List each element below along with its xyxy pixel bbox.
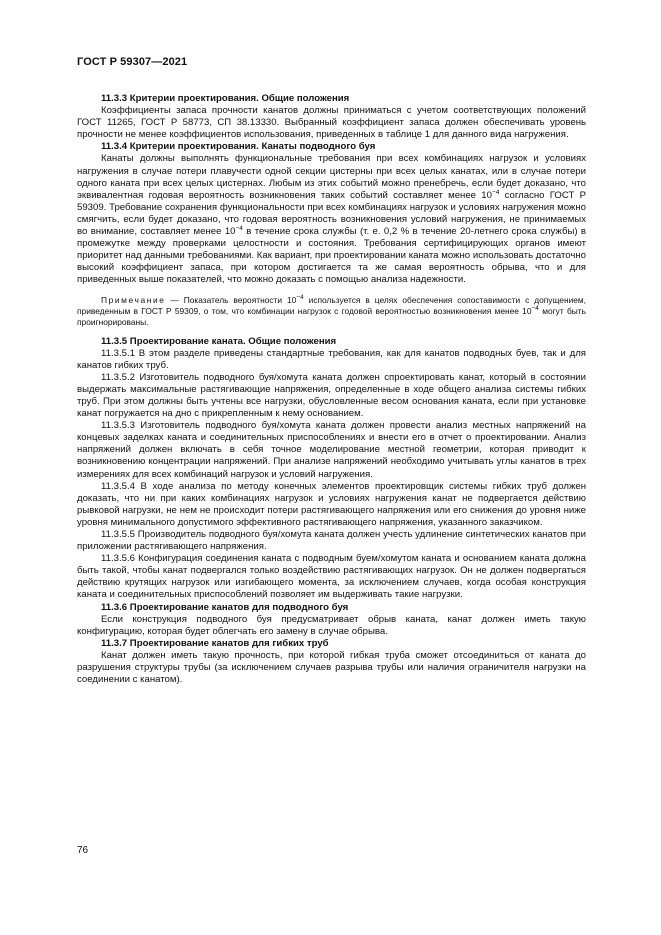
paragraph: 11.3.5.1 В этом разделе приведены стандартные требования, как для канатов подводных буев, так и для канатов гибких труб. (77, 347, 586, 371)
exponent: −4 (531, 304, 539, 312)
paragraph: 11.3.5.5 Производитель подводного буя/хомута каната должен учесть удлинение синтетических канатов при приложении растягивающего напряжения. (77, 529, 586, 553)
document-body (77, 93, 586, 686)
exponent: −4 (235, 225, 243, 233)
text-run: могут быть проигнорированы. (77, 305, 586, 327)
exponent: −4 (296, 293, 304, 301)
page-number: 76 (77, 845, 89, 856)
paragraph: 11.3.5.2 Изготовитель подводного буя/хомута каната должен спроектировать канат, который в состоянии выдержать максимальные растягивающие напряжения, определенные в ходе общего анализа системы гибких труб. При этом должны быть учтены все нагрузки, обусловленные весом основания каната, если при установке канат погружается на дно с прикрепленным к нему основанием. (77, 371, 586, 420)
paragraph: 11.3.5.3 Изготовитель подводного буя/хомута каната должен провести анализ местных напряжений на концевых заделках каната и соединительных приспособлениях и внести его в отчет о проектировании. Анализ напряжений должен включать в себя точное моделирование местной геометрии, которая приводит к возникновению концентрации напряжений. При анализе напряжений необходимо учитывать углы канатов в трех измерениях для всех комбинаций нагрузок и условий нагружения. (77, 420, 586, 480)
paragraph: Если конструкция подводного буя предусматривает обрыв каната, канат должен иметь такую конфигурацию, которая будет облегчать его замену в случае обрыва. (77, 613, 586, 637)
text-run: в течение срока службы (т. е. 0,2 % в течение 20-летнего срока службы) в промежутке между проверками целостности и состояния. Требования сертифицирующих органов имеют приоритет над данными требованиями. Как вариант, при проектировании каната можно использовать достаточно высокий коэффициент запаса, при котором достигается та же самая вероятность обрыва, что и для приведенных выше показателей, что можно доказать с помощью анализа надежности. (77, 226, 587, 286)
paragraph: 11.3.5.4 В ходе анализа по методу конечных элементов проектировщик системы гибких труб должен доказать, что ни при каких комбинациях нагрузок и условиях нагружения канат не подвергается действию рывковой нагрузки, не нем не происходит потери растягивающего напряжения или его снижения до уровня ниже уровня минимального допустимого эффективного растягивающего напряжения, указанного заказчиком. (77, 480, 586, 528)
section-heading-11-3-5: 11.3.5 Проектирование каната. Общие положения (101, 335, 337, 347)
section-heading-11-3-4: 11.3.4 Критерии проектирования. Канаты подводного буя (101, 141, 376, 153)
section-heading-11-3-7: 11.3.7 Проектирование канатов для гибких труб (101, 637, 329, 649)
text-run: Канаты должны выполнять функциональные требования при всех комбинациях нагрузок и условиях нагружения в случае потери плавучести одной секции цистерны при всех целых канатах, или в случае потери одного каната при всех целых цистернах. Любым из этих событий можно пренебречь, если будет доказано, что эквивалентная годовая вероятность возникновения таких событий составляет менее 10 (77, 153, 586, 201)
text-run: согласно ГОСТ Р 59309. Требование сохранения функциональности при всех комбинациях нагрузок и условиях нагружения можно смягчить, если будет доказано, что годовая вероятность возникновения условий нагружения, не принимаемых во внимание, составляет менее 10 (77, 189, 586, 238)
section-heading-11-3-6: 11.3.6 Проектирование канатов для подводного буя (101, 601, 349, 613)
note (77, 295, 586, 328)
note-label: Примечание (101, 294, 166, 305)
section-heading-11-3-3: 11.3.3 Критерии проектирования. Общие положения (101, 93, 350, 104)
text-run: используется в целях обеспечения сопоставимости с допущением, приведенным в ГОСТ Р 59309, о том, что комбинации нагрузок с годовой вероятностью возникновения менее 10 (77, 294, 586, 316)
paragraph (77, 153, 586, 286)
exponent: −4 (491, 188, 500, 196)
text-run: — Показатель вероятности 10 (165, 294, 297, 305)
paragraph: 11.3.5.6 Конфигурация соединения каната с подводным буем/хомутом каната и основанием каната должна быть такой, чтобы канат подвергался только воздействию растягивающих нагрузок. Он не должен подвергаться действию крутящих нагрузок или изгибающего момента, за исключением случаев, когда особая конструкция каната и соединительных приспособлений позволяет им выдерживать такие нагрузки. (77, 553, 586, 601)
paragraph: Канат должен иметь такую прочность, при которой гибкая труба сможет отсоединиться от каната до разрушения структуры трубы (за исключением случаев разрыва трубы или наличия ограничителя нагрузки на соединении с канатом). (77, 649, 586, 686)
paragraph: Коэффициенты запаса прочности канатов должны приниматься с учетом соответствующих положений ГОСТ 11265, ГОСТ Р 58773, СП 38.13330. Выбранный коэффициент запаса должен обеспечивать уровень прочности не менее коэффициентов использования, приведенных в таблице 1 для данного вида нагружения. (77, 105, 586, 141)
standard-header: ГОСТ Р 59307—2021 (77, 56, 188, 68)
